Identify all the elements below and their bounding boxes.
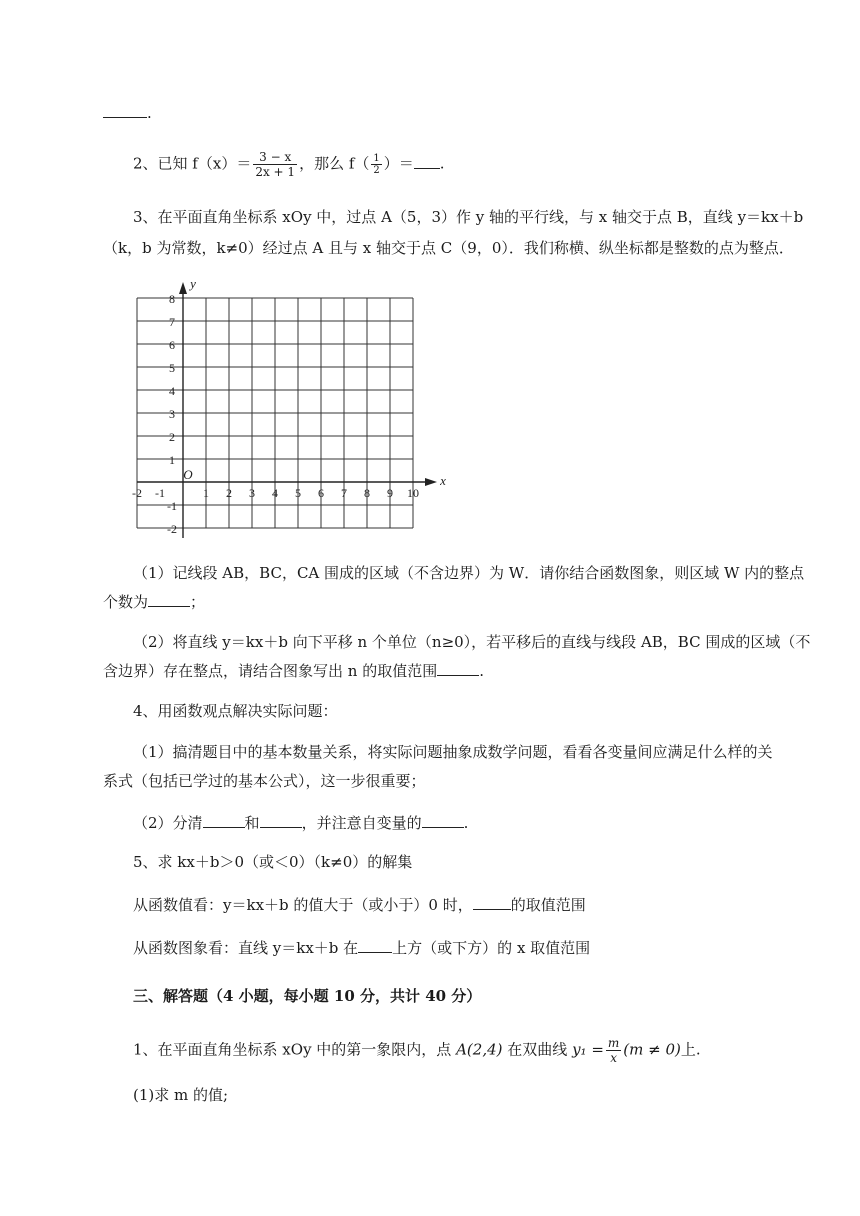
q2-fraction [253,150,297,179]
y-axis-arrow-icon [179,282,187,294]
q3-2-text: 含边界）存在整点，请结合图象写出 n 的取值范围 [103,662,438,680]
q5-line1-text-b: 的取值范围 [510,896,586,914]
x-tick-label: 3 [249,486,255,500]
question-3-part-2-line-1: （2）将直线 y＝kx＋b 向下平移 n 个单位（n≥0），若平移后的直线与线段 AB，BC 围成的区域（不 [133,633,811,651]
y-tick-label: 2 [169,430,175,444]
period: . [147,104,152,122]
x-axis-arrow-icon [425,478,437,486]
question-5-line-2 [133,937,590,959]
y-tick-label: 3 [169,407,175,421]
section-3-heading: 三、解答题（4 小题，每小题 10 分，共计 40 分） [133,987,482,1005]
question-5-line-1 [133,894,586,916]
y-tick-label: 8 [169,292,175,306]
q2-fraction-numerator: 3 − x [253,150,297,165]
x-tick-label: -1 [155,486,165,500]
x-tick-label: 1 [203,486,209,500]
q5-line1-text-a: 从函数值看：y＝kx＋b 的值大于（或小于）0 时， [133,896,473,914]
s3-q1-text-a: 1、在平面直角坐标系 xOy 中的第一象限内，点 [133,1040,452,1059]
s3-q1-formula-numerator: m [607,1036,620,1050]
section-3-question-1 [133,1036,701,1065]
answer-blank [203,813,245,828]
y-tick-label: 7 [169,315,175,329]
question-3-line-2: （k，b 为常数，k≠0）经过点 A 且与 x 轴交于点 C（9，0）．我们称横、纵坐标都是整数的点为整点． [103,239,794,257]
y-axis-label: y [190,278,196,291]
q2-arg-denominator: 2 [373,165,380,176]
q4-2-period: . [463,814,469,832]
q4-2-text-a: （2）分清 [133,814,203,832]
x-tick-label: 9 [387,486,393,500]
origin-label: O [183,467,193,482]
question-2 [133,150,445,179]
y-tick-label: 6 [169,338,175,352]
question-3-part-2-line-2 [103,660,484,682]
q2-fraction-denominator: 2x + 1 [255,165,296,179]
coordinate-grid-figure [128,278,448,540]
x-tick-label: 4 [272,486,278,500]
section-3-question-1-part-1: (1)求 m 的值; [133,1086,229,1104]
answer-blank [358,938,392,953]
s3-q1-point: A(2,4) [456,1040,503,1059]
x-tick-label: 10 [407,486,419,500]
question-3-line-1: 3、在平面直角坐标系 xOy 中，过点 A（5，3）作 y 轴的平行线，与 x 轴交于点 B，直线 y＝kx＋b [133,208,804,226]
question-3-part-1-line-2 [103,591,205,613]
s3-q1-formula-condition: (m ≠ 0) [623,1040,681,1059]
answer-blank [148,592,190,607]
q4-2-text-c: ，并注意自变量的 [301,814,422,832]
answer-blank [437,661,479,676]
answer-blank [473,895,511,910]
top-answer-blank-line [103,102,152,124]
x-tick-label: 6 [318,486,324,500]
s3-q1-formula-fraction [606,1036,621,1065]
question-4-part-1-line-2: 系式（包括已学过的基本公式），这一步很重要； [103,772,426,790]
q2-prefix: 2、已知 f（x）＝ [133,154,252,173]
q2-period: . [439,154,445,173]
period: . [479,662,484,680]
y-tick-label: 4 [169,384,175,398]
x-tick-label: 2 [226,486,232,500]
question-5-title: 5、求 kx＋b＞0（或＜0）（k≠0）的解集 [133,853,413,871]
s3-q1-formula-denominator: x [610,1051,617,1065]
question-4-title: 4、用函数观点解决实际问题： [133,702,338,720]
x-tick-label: 5 [295,486,301,500]
answer-blank [422,813,464,828]
y-tick-label: 5 [169,361,175,375]
s3-q1-formula-lhs: y₁ = [572,1040,604,1059]
answer-blank [103,103,147,118]
q2-arg-fraction [371,153,381,176]
x-tick-label: 7 [341,486,347,500]
question-4-part-1-line-1: （1）搞清题目中的基本数量关系，将实际问题抽象成数学问题，看看各变量间应满足什么样的关 [133,743,773,761]
x-tick-label: -2 [132,486,142,500]
question-4-part-2 [133,812,468,834]
s3-q1-text-b: 在双曲线 [507,1040,568,1059]
q5-line2-text-b: 上方（或下方）的 x 取值范围 [392,939,591,957]
q4-2-text-b: 和 [244,814,260,832]
grid-tick-labels [132,278,446,536]
y-tick-label: 1 [169,453,175,467]
y-tick-label: -1 [167,499,177,513]
q2-arg-numerator: 1 [373,153,380,164]
semicolon: ； [190,593,206,611]
x-axis-label: x [440,473,446,488]
q5-line2-text-a: 从函数图象看：直线 y＝kx＋b 在 [133,939,359,957]
q2-middle: ，那么 f（ [299,154,370,173]
s3-q1-text-c: 上. [680,1040,701,1059]
q3-1-text: 个数为 [103,593,149,611]
q2-suffix: ）＝ [383,154,414,173]
x-tick-label: 8 [364,486,370,500]
y-tick-label: -2 [167,522,177,536]
question-3-part-1-line-1: （1）记线段 AB，BC，CA 围成的区域（不含边界）为 W．请你结合函数图象，则区域 W 内的整点 [133,564,805,582]
answer-blank [260,813,302,828]
answer-blank [414,154,440,169]
